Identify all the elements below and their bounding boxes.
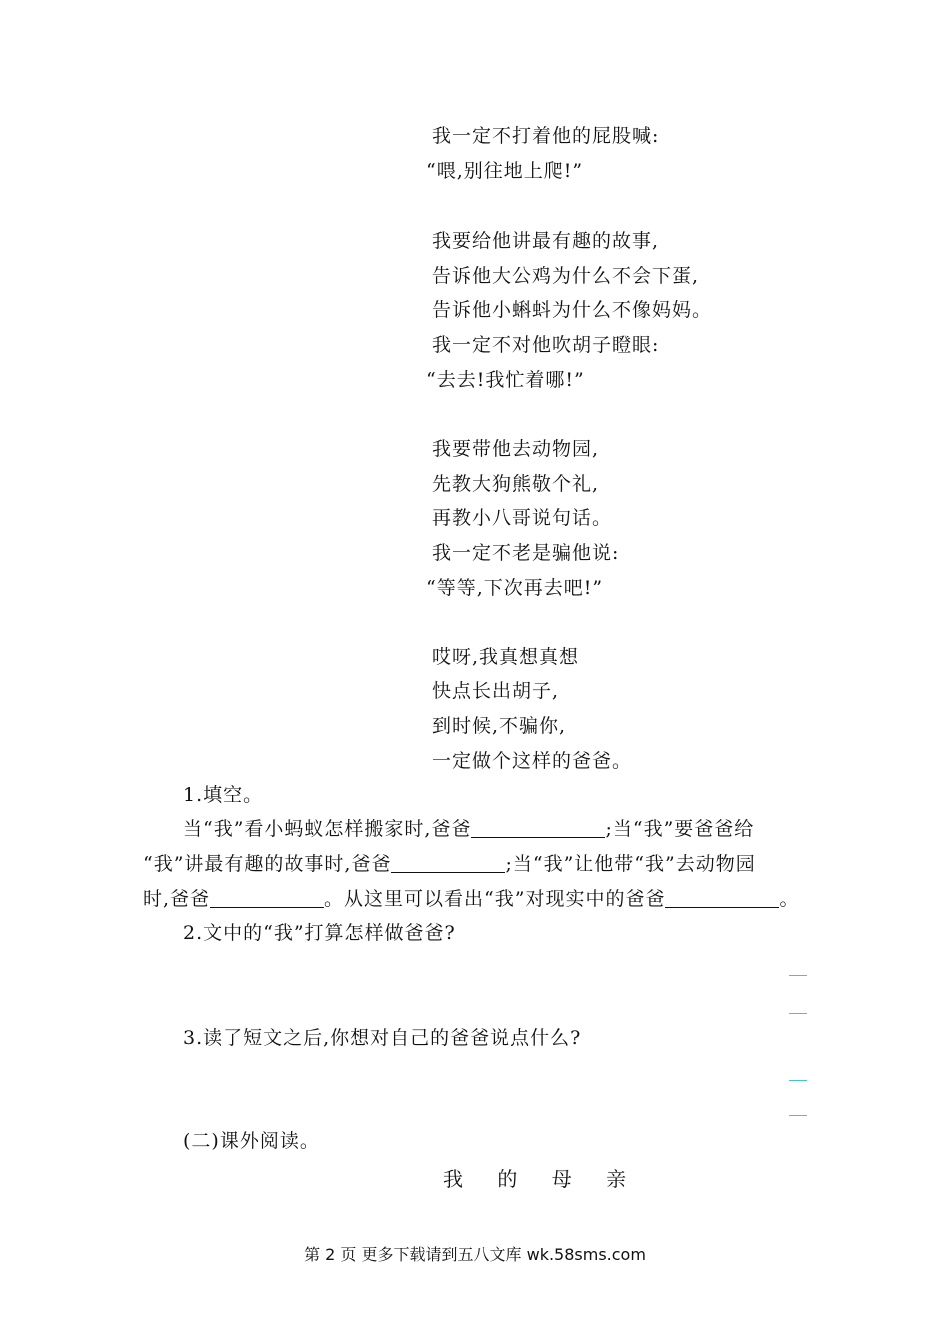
question-3-label: 3.读了短文之后,你想对自己的爸爸说点什么? xyxy=(183,1027,582,1049)
question-2-label: 2.文中的“我”打算怎样做爸爸? xyxy=(183,922,456,944)
poem-line: 一定做个这样的爸爸。 xyxy=(432,750,633,772)
question-1-text: “我”讲最有趣的故事时,爸爸 xyxy=(143,853,392,875)
section-heading: (二)课外阅读。 xyxy=(183,1130,320,1152)
poem-line: 我一定不老是骗他说: xyxy=(432,542,620,564)
poem-line: 我一定不对他吹胡子瞪眼: xyxy=(432,334,660,356)
poem-line: 告诉他大公鸡为什么不会下蛋, xyxy=(432,265,700,287)
answer-blank[interactable] xyxy=(210,889,324,908)
question-1-line-3 xyxy=(143,887,800,911)
article-title: 我 的 母 亲 xyxy=(443,1167,641,1191)
question-1-line-1 xyxy=(183,817,754,841)
poem-line: “等等,下次再去吧!” xyxy=(426,577,604,599)
poem-line: 告诉他小蝌蚪为什么不像妈妈。 xyxy=(432,299,713,321)
answer-line[interactable] xyxy=(789,1080,807,1081)
page-footer: 第 2 页 更多下载请到五八文库 wk.58sms.com xyxy=(304,1245,646,1264)
answer-blank[interactable] xyxy=(391,854,505,873)
poem-line: 我一定不打着他的屁股喊: xyxy=(432,125,660,147)
question-1-line-2 xyxy=(143,852,756,876)
poem-line: 快点长出胡子, xyxy=(432,680,560,702)
question-1-text: 。从这里可以看出“我”对现实中的爸爸 xyxy=(324,888,666,910)
poem-line: 再教小八哥说句话。 xyxy=(432,507,613,529)
question-1-label: 1.填空。 xyxy=(183,784,264,806)
poem-line: 到时候,不骗你, xyxy=(432,715,567,737)
answer-line[interactable] xyxy=(789,1115,807,1116)
poem-line: 哎呀,我真想真想 xyxy=(432,646,580,668)
question-1-text: 时,爸爸 xyxy=(143,888,211,910)
answer-blank[interactable] xyxy=(665,889,779,908)
poem-line: 先教大狗熊敬个礼, xyxy=(432,473,600,495)
poem-line: “去去!我忙着哪!” xyxy=(426,369,585,391)
answer-line[interactable] xyxy=(789,975,807,976)
answer-line[interactable] xyxy=(789,1013,807,1014)
answer-blank[interactable] xyxy=(471,819,605,838)
poem-line: “喂,别往地上爬!” xyxy=(426,160,584,182)
question-1-text: 。 xyxy=(779,888,800,910)
poem-line: 我要给他讲最有趣的故事, xyxy=(432,230,660,252)
question-1-text: ;当“我”要爸爸给 xyxy=(605,818,755,840)
question-1-text: ;当“我”让他带“我”去动物园 xyxy=(505,853,756,875)
poem-line: 我要带他去动物园, xyxy=(432,438,600,460)
question-1-text: 当“我”看小蚂蚁怎样搬家时,爸爸 xyxy=(183,818,472,840)
